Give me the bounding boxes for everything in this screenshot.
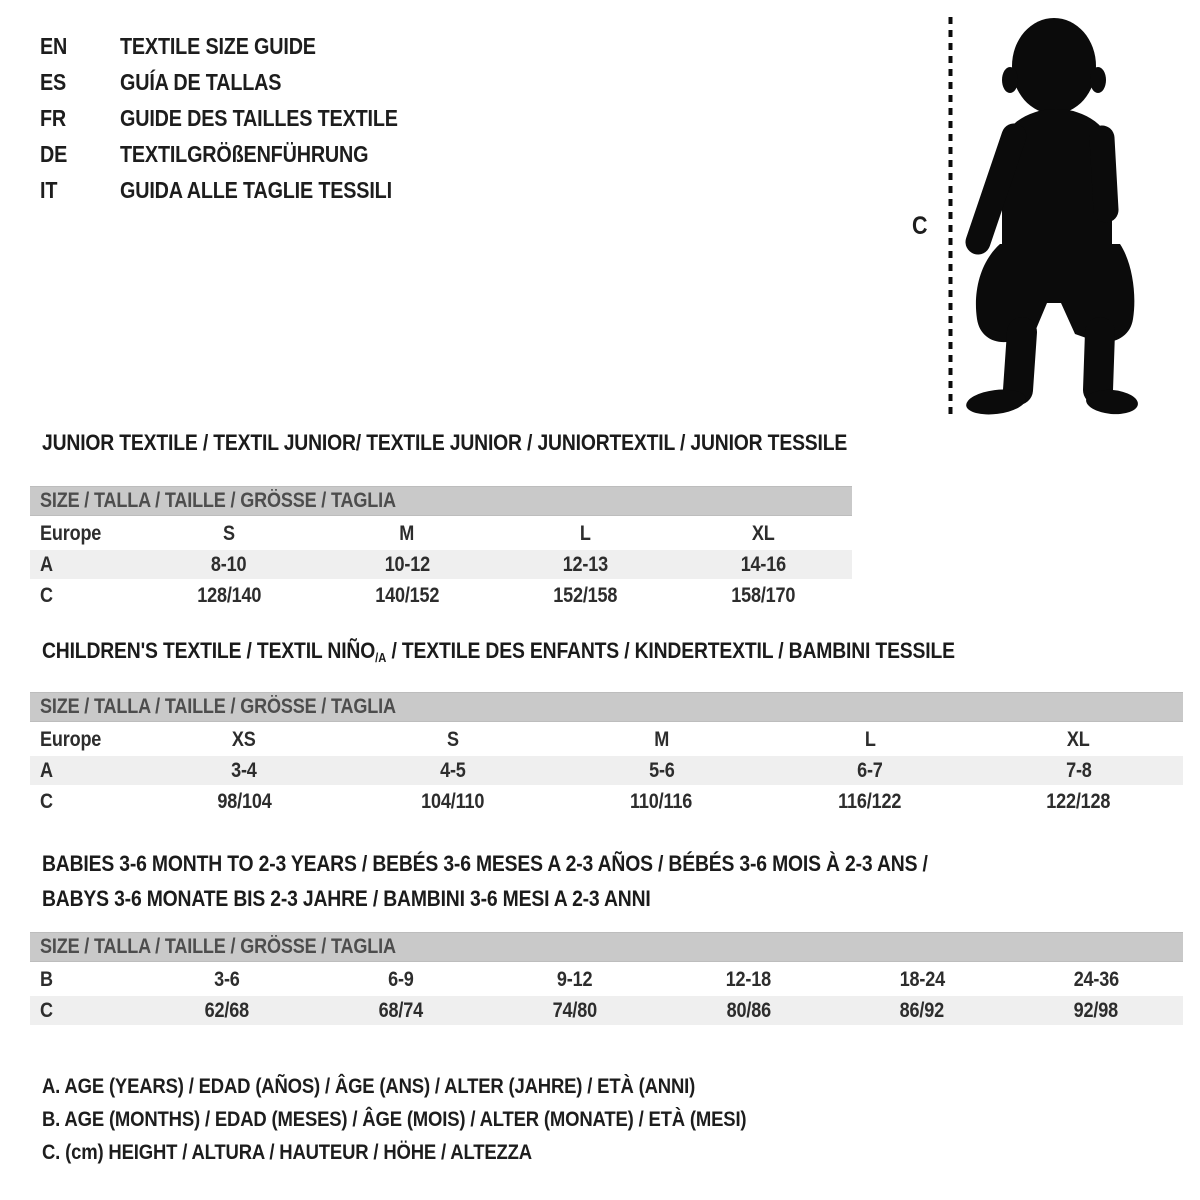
- language-row-fr: [40, 100, 443, 136]
- section-title-children: CHILDREN'S TEXTILE / TEXTIL $NIÑO_{/A}$ / TEXTILE DES ENFANTS / KINDERTEXTIL / BAMBINI TESSILE: [42, 638, 955, 665]
- language-row-es: [40, 64, 443, 100]
- height-value: 98/104: [217, 789, 272, 813]
- age-value: 24-36: [1073, 967, 1119, 991]
- language-row-de: [40, 136, 443, 172]
- size-value: M: [654, 727, 669, 751]
- legend-line-height-cm: C. (cm) HEIGHT / ALTURA / HAUTEUR / HÖHE / ALTEZZA: [42, 1140, 532, 1164]
- row-label: A: [40, 758, 53, 782]
- age-value: 5-6: [648, 758, 675, 782]
- section-title-junior: JUNIOR TEXTILE / TEXTIL JUNIOR/ TEXTILE JUNIOR / JUNIORTEXTIL / JUNIOR TESSILE: [42, 430, 848, 455]
- language-title: TEXTILGRÖßENFÜHRUNG: [120, 140, 369, 167]
- height-value: 110/116: [630, 789, 693, 813]
- language-header: [40, 28, 443, 208]
- babies-title-line2: BABYS 3-6 MONATE BIS 2-3 JAHRE / BAMBINI 3-6 MESI A 2-3 ANNI: [42, 886, 651, 911]
- height-value: 116/122: [838, 789, 902, 813]
- toddler-silhouette-icon: [944, 14, 1144, 420]
- language-row-en: [40, 28, 443, 64]
- row-label: C: [40, 998, 53, 1022]
- language-title: GUIDA ALLE TAGLIE TESSILI: [120, 176, 392, 203]
- language-code: DE: [40, 140, 68, 167]
- size-value: L: [864, 727, 876, 751]
- size-value: L: [579, 521, 591, 545]
- row-label: A: [40, 552, 53, 576]
- language-code: IT: [40, 176, 58, 203]
- age-value: 3-4: [231, 758, 258, 782]
- height-value: 92/98: [1073, 998, 1119, 1022]
- age-value: 7-8: [1065, 758, 1092, 782]
- table-row-europe: [30, 725, 1183, 754]
- height-value: 158/170: [730, 583, 796, 607]
- height-value: 80/86: [726, 998, 771, 1022]
- language-row-it: [40, 172, 443, 208]
- age-value: 10-12: [384, 552, 430, 576]
- table-header-bar: SIZE / TALLA / TAILLE / GRÖSSE / TAGLIA: [30, 692, 1183, 722]
- age-value: 4-5: [440, 758, 466, 782]
- size-table-babies: [30, 932, 1183, 1025]
- legend: [42, 1070, 861, 1169]
- age-value: 8-10: [211, 552, 247, 576]
- table-header-bar: SIZE / TALLA / TAILLE / GRÖSSE / TAGLIA: [30, 486, 852, 516]
- height-value: 128/140: [196, 583, 262, 607]
- age-value: 14-16: [740, 552, 786, 576]
- table-row-age-years: [30, 756, 1183, 785]
- legend-line-age-years: A. AGE (YEARS) / EDAD (AÑOS) / ÂGE (ANS) / ALTER (JAHRE) / ETÀ (ANNI): [42, 1074, 696, 1098]
- table-header-bar: SIZE / TALLA / TAILLE / GRÖSSE / TAGLIA: [30, 932, 1183, 962]
- height-value: 74/80: [552, 998, 597, 1022]
- age-value: 9-12: [556, 967, 593, 991]
- table-row-age-years: [30, 550, 852, 579]
- title-subscript: /A: [375, 650, 387, 665]
- size-value: S: [223, 521, 235, 545]
- size-value: XL: [1067, 727, 1091, 751]
- table-row-europe: [30, 519, 852, 548]
- age-value: 6-7: [857, 758, 883, 782]
- height-value: 152/158: [552, 583, 618, 607]
- size-table-children: [30, 692, 1183, 816]
- legend-line-age-months: B. AGE (MONTHS) / EDAD (MESES) / ÂGE (MOIS) / ALTER (MONATE) / ETÀ (MESI): [42, 1107, 747, 1131]
- row-label: Europe: [40, 521, 102, 545]
- size-table-junior: [30, 486, 852, 610]
- age-value: 12-13: [562, 552, 608, 576]
- language-title: GUÍA DE TALLAS: [120, 68, 282, 95]
- table-row-height-cm: [30, 787, 1183, 816]
- height-measure-label: C: [912, 212, 928, 240]
- height-value: 104/110: [421, 789, 485, 813]
- language-code: EN: [40, 32, 68, 59]
- row-label: B: [40, 967, 53, 991]
- language-code: ES: [40, 68, 67, 95]
- age-value: 3-6: [214, 967, 240, 991]
- row-label: C: [40, 583, 53, 607]
- row-label: C: [40, 789, 53, 813]
- language-title: TEXTILE SIZE GUIDE: [120, 32, 316, 59]
- height-value: 140/152: [374, 583, 440, 607]
- age-value: 18-24: [899, 967, 945, 991]
- height-value: 62/68: [204, 998, 250, 1022]
- language-code: FR: [40, 104, 67, 131]
- table-row-height-cm: [30, 581, 852, 610]
- babies-title-line1: BABIES 3-6 MONTH TO 2-3 YEARS / BEBÉS 3-6 MESES A 2-3 AÑOS / BÉBÉS 3-6 MOIS À 2-3 ANS /: [42, 851, 928, 876]
- language-title: GUIDE DES TAILLES TEXTILE: [120, 104, 398, 131]
- size-value: S: [446, 727, 459, 751]
- age-value: 12-18: [725, 967, 772, 991]
- row-label: Europe: [40, 727, 102, 751]
- size-value: M: [399, 521, 415, 545]
- table-row-age-months: [30, 965, 1183, 994]
- height-value: 68/74: [378, 998, 423, 1022]
- height-value: 86/92: [900, 998, 945, 1022]
- size-value: XL: [751, 521, 775, 545]
- size-value: XS: [232, 727, 257, 751]
- table-row-height-cm: [30, 996, 1183, 1025]
- height-value: 122/128: [1046, 789, 1111, 813]
- age-value: 6-9: [387, 967, 414, 991]
- section-title-babies: [42, 846, 1072, 916]
